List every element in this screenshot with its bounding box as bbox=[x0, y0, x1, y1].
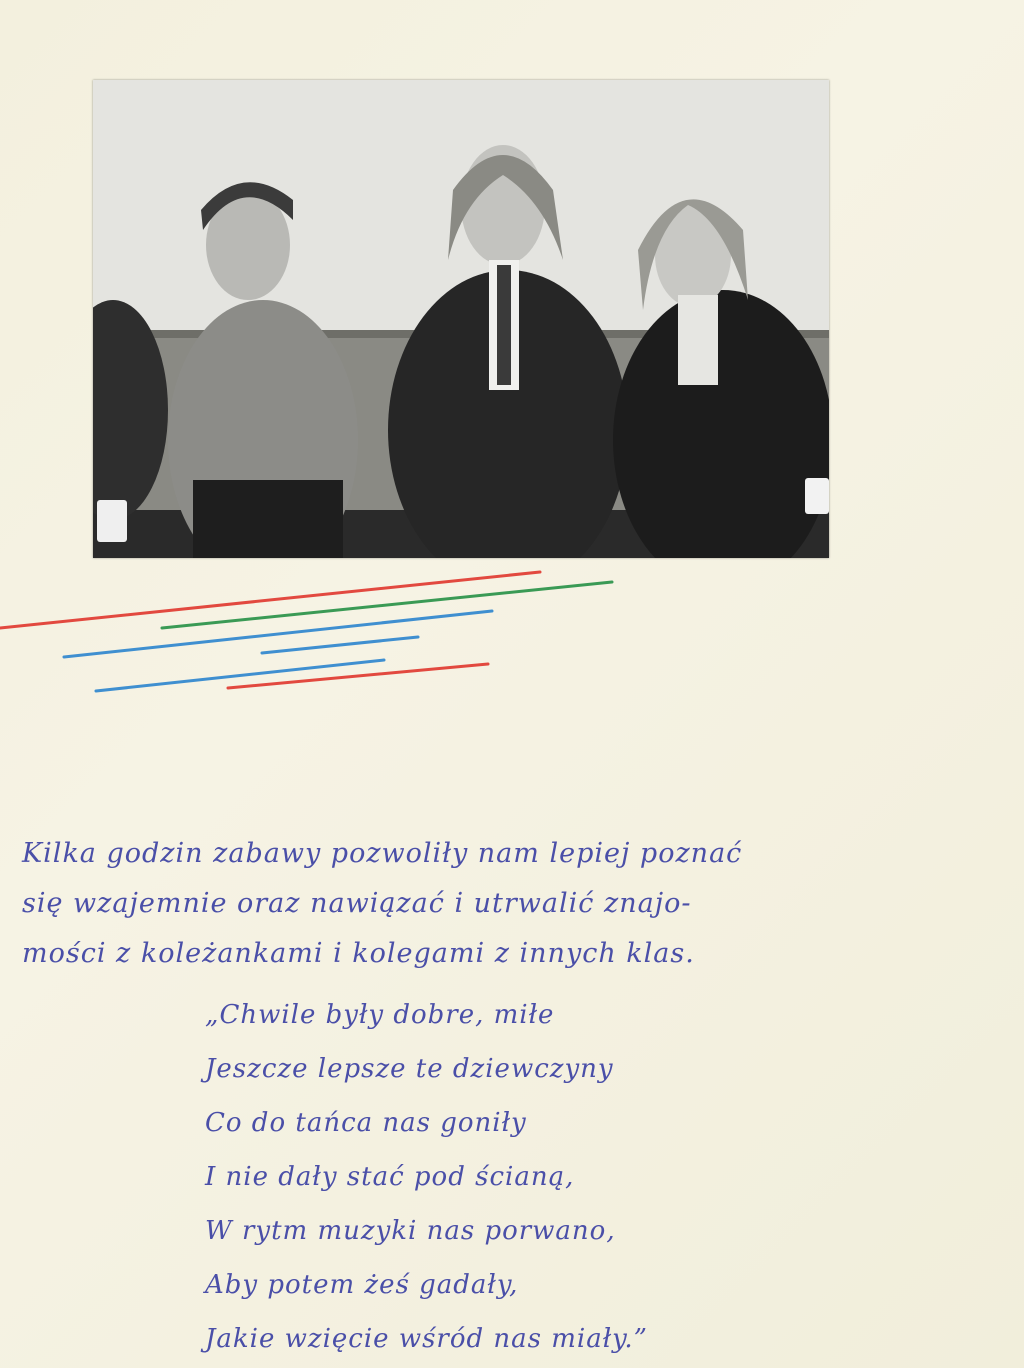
paragraph-line: mości z koleżankami i kolegami z innych klas. bbox=[22, 938, 695, 969]
red-line-2 bbox=[228, 664, 488, 688]
paragraph-line: się wzajemnie oraz nawiązać i utrwalić znajo- bbox=[22, 888, 692, 919]
poem-line: „Chwile były dobre, miłe bbox=[205, 1000, 555, 1030]
poem-line: I nie dały stać pod ścianą, bbox=[205, 1162, 575, 1192]
poem-line: Aby potem żeś gadały, bbox=[205, 1270, 519, 1300]
paragraph-line: Kilka godzin zabawy pozwoliły nam lepiej poznać bbox=[22, 838, 743, 869]
poem-line: Co do tańca nas goniły bbox=[205, 1108, 527, 1138]
group-photo bbox=[93, 80, 829, 558]
blue-line-2 bbox=[262, 637, 418, 653]
decorative-color-lines bbox=[0, 560, 1024, 710]
poem-line: W rytm muzyki nas porwano, bbox=[205, 1216, 616, 1246]
red-line-1 bbox=[0, 572, 540, 628]
poem-line: Jeszcze lepsze te dziewczyny bbox=[205, 1054, 614, 1084]
poem-line: Jakie wzięcie wśród nas miały.” bbox=[205, 1324, 648, 1354]
group-photo-icon bbox=[93, 80, 829, 558]
